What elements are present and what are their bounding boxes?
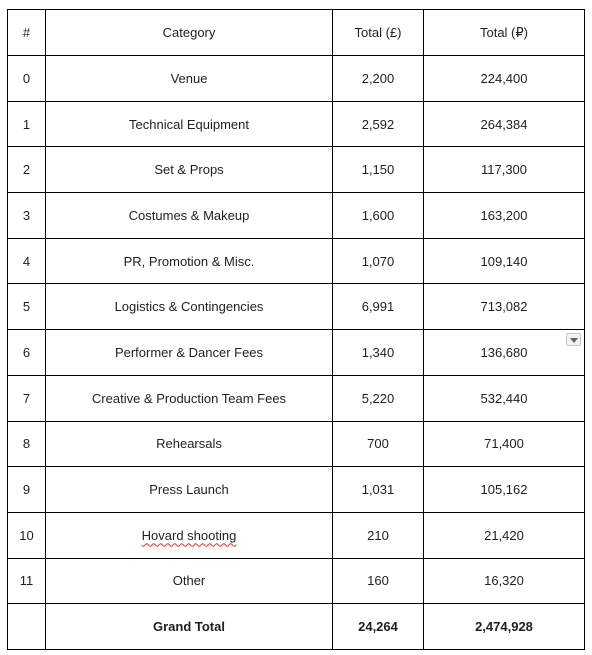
table-row [8,421,585,467]
cell-total-rub[interactable]: 264,384 [424,101,585,147]
cell-total-rub[interactable]: 21,420 [424,512,585,558]
table-row [8,147,585,193]
cell-category[interactable]: Performer & Dancer Fees [46,330,333,376]
cell-total-rub[interactable]: 16,320 [424,558,585,604]
chevron-down-icon[interactable] [566,333,581,346]
cell-total-rub[interactable]: 532,440 [424,375,585,421]
cell-index[interactable]: 1 [8,101,46,147]
cell-total-rub[interactable]: 713,082 [424,284,585,330]
table-row [8,512,585,558]
cell-total-gbp[interactable]: 2,200 [333,56,424,102]
cell-index[interactable]: 3 [8,193,46,239]
cell-index[interactable]: 2 [8,147,46,193]
cell-index[interactable]: 8 [8,421,46,467]
grand-total-rub[interactable]: 2,474,928 [424,604,585,650]
header-total-rub[interactable]: Total (₽) [424,10,585,56]
cell-total-gbp[interactable]: 5,220 [333,375,424,421]
cell-index[interactable]: 4 [8,238,46,284]
cell-total-gbp[interactable]: 1,340 [333,330,424,376]
cell-total-rub[interactable]: 224,400 [424,56,585,102]
cell-category[interactable]: Creative & Production Team Fees [46,375,333,421]
cell-category[interactable]: Other [46,558,333,604]
cell-total-gbp[interactable]: 6,991 [333,284,424,330]
budget-table [7,9,585,650]
cell-category[interactable]: Costumes & Makeup [46,193,333,239]
cell-index[interactable]: 7 [8,375,46,421]
cell-total-gbp[interactable]: 1,070 [333,238,424,284]
cell-total-gbp[interactable]: 1,031 [333,467,424,513]
grand-total-label[interactable]: Grand Total [46,604,333,650]
table-row [8,193,585,239]
cell-index[interactable]: 10 [8,512,46,558]
table-row [8,56,585,102]
cell-total-gbp[interactable]: 1,150 [333,147,424,193]
cell-total-gbp[interactable]: 2,592 [333,101,424,147]
table-row [8,101,585,147]
grand-total-row [8,604,585,650]
cell-total-gbp[interactable]: 210 [333,512,424,558]
cell-total-rub[interactable]: 105,162 [424,467,585,513]
cell-category[interactable]: Rehearsals [46,421,333,467]
header-category[interactable]: Category [46,10,333,56]
cell-total-rub[interactable]: 109,140 [424,238,585,284]
table-row [8,330,585,376]
header-index[interactable]: # [8,10,46,56]
cell-category[interactable] [46,512,333,558]
cell-total-rub[interactable]: 163,200 [424,193,585,239]
table-row [8,467,585,513]
cell-total-gbp[interactable]: 1,600 [333,193,424,239]
header-total-gbp[interactable]: Total (£) [333,10,424,56]
cell-category[interactable]: PR, Promotion & Misc. [46,238,333,284]
cell-total-gbp[interactable]: 700 [333,421,424,467]
cell-category[interactable]: Technical Equipment [46,101,333,147]
cell-index[interactable]: 0 [8,56,46,102]
cell-total-rub[interactable]: 136,680 [424,330,585,376]
grand-total-gbp[interactable]: 24,264 [333,604,424,650]
cell-total-gbp[interactable]: 160 [333,558,424,604]
cell-index-empty[interactable] [8,604,46,650]
cell-category[interactable]: Set & Props [46,147,333,193]
cell-category[interactable]: Logistics & Contingencies [46,284,333,330]
table-row [8,558,585,604]
cell-category[interactable]: Press Launch [46,467,333,513]
misspelled-text[interactable]: Hovard shooting [141,527,237,543]
table-row [8,375,585,421]
cell-total-rub[interactable]: 117,300 [424,147,585,193]
cell-category[interactable]: Venue [46,56,333,102]
cell-index[interactable]: 9 [8,467,46,513]
cell-index[interactable]: 5 [8,284,46,330]
cell-total-rub[interactable]: 71,400 [424,421,585,467]
table-row [8,284,585,330]
cell-index[interactable]: 6 [8,330,46,376]
table-row [8,238,585,284]
cell-index[interactable]: 11 [8,558,46,604]
table-header-row [8,10,585,56]
